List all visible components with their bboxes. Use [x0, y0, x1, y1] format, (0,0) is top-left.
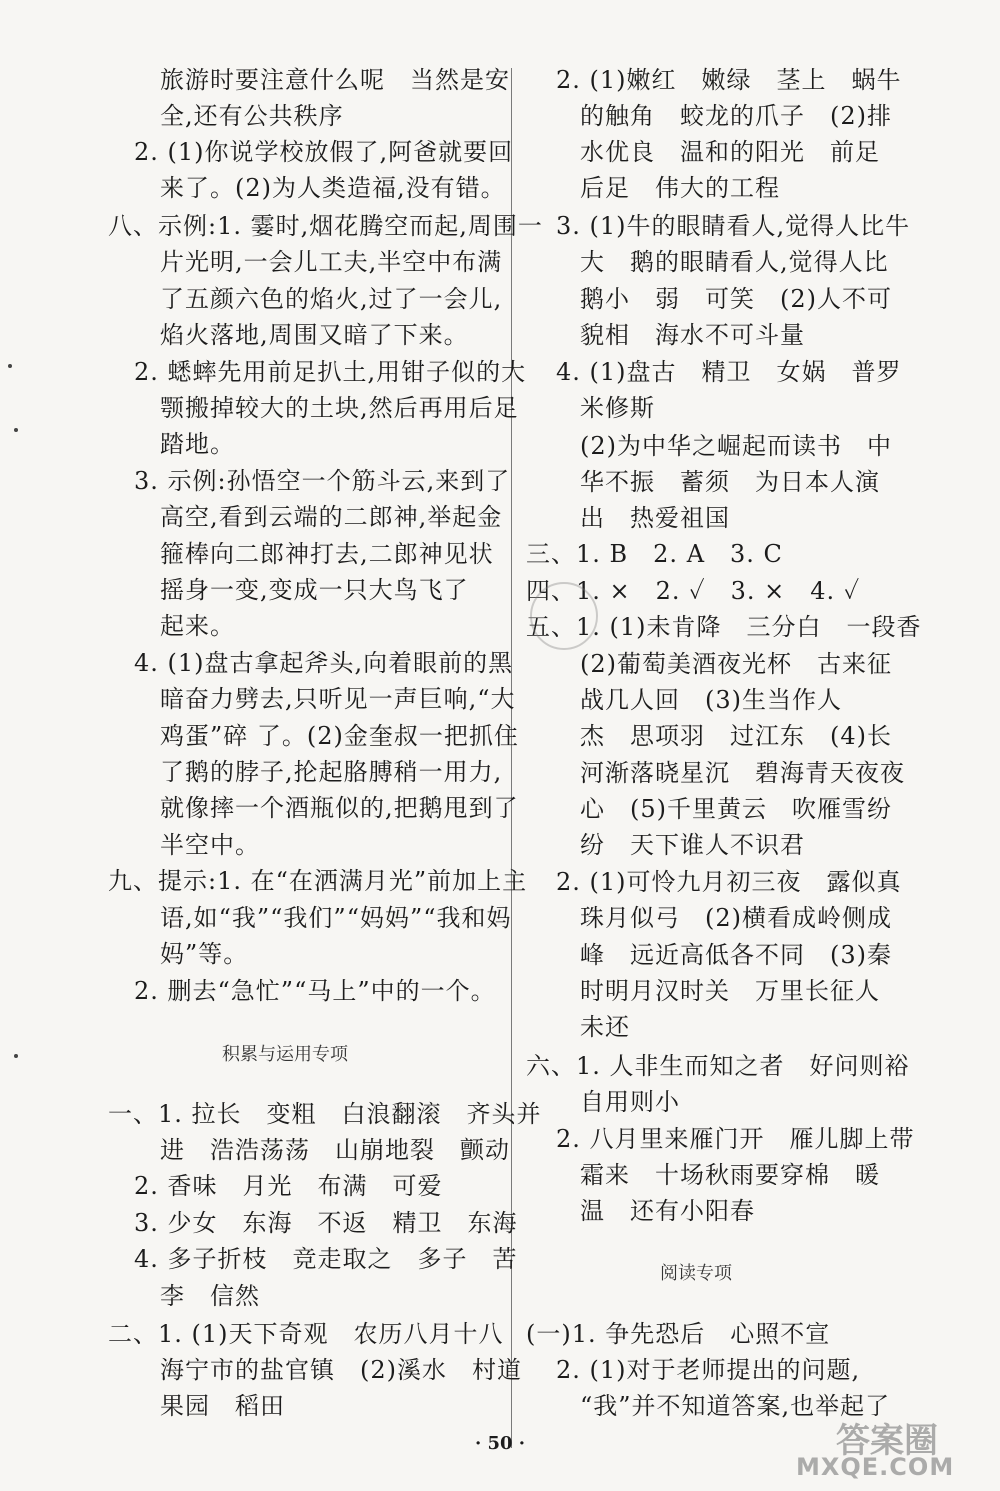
section-heading: 阅读专项 [660, 1263, 732, 1284]
text-line: 温 还有小阳春 [580, 1197, 755, 1225]
text-line: 3. 少女 东海 不返 精卫 东海 [134, 1209, 518, 1237]
text-line: 进 浩浩荡荡 山崩地裂 颤动 [160, 1136, 510, 1164]
text-line: 自用则小 [580, 1088, 680, 1116]
text-line: 来了。(2)为人类造福,没有错。 [160, 174, 506, 202]
text-line: 语,如“我”“我们”“妈妈”“我和妈 [160, 904, 512, 932]
text-line: 箍棒向二郎神打去,二郎神见状 [160, 540, 494, 568]
text-line: 就像摔一个酒瓶似的,把鹅甩到了 [160, 794, 519, 822]
text-line: 鹅小 弱 可笑 (2)人不可 [580, 285, 892, 313]
text-line: 珠月似弓 (2)横看成岭侧成 [580, 904, 892, 932]
text-line: 妈”等。 [160, 940, 249, 968]
text-line: 二、1. (1)天下奇观 农历八月十八 [108, 1320, 504, 1348]
text-line: 杰 思项羽 过江东 (4)长 [580, 722, 892, 750]
section-heading: 积累与运用专项 [222, 1044, 348, 1065]
text-line: (2)葡萄美酒夜光杯 古来征 [580, 650, 892, 678]
text-line: 高空,看到云端的二郎神,举起金 [160, 503, 503, 531]
text-line: 鸡蛋”碎 了。(2)金奎叔一把抓住 [160, 722, 519, 750]
text-line: “我”并不知道答案,也举起了 [580, 1392, 891, 1420]
text-line: 六、1. 人非生而知之者 好问则裕 [526, 1052, 910, 1080]
text-line: 未还 [580, 1013, 630, 1041]
text-line: 4. 多子折枝 竞走取之 多子 苦 [134, 1245, 518, 1273]
text-line: 2. 八月里来雁门开 雁儿脚上带 [556, 1125, 915, 1153]
text-line: 2. (1)嫩红 嫩绿 茎上 蜗牛 [556, 66, 902, 94]
text-line: 霜来 十场秋雨要穿棉 暖 [580, 1161, 880, 1189]
text-line: 3. 示例:孙悟空一个筋斗云,来到了 [134, 467, 511, 495]
text-line: 2. (1)对于老师提出的问题, [556, 1356, 861, 1384]
text-line: 战几人回 (3)生当作人 [580, 686, 842, 714]
text-line: 大 鹅的眼睛看人,觉得人比 [580, 248, 889, 276]
site-watermark-logo [796, 1413, 986, 1479]
text-line: 华不振 蓄须 为日本人演 [580, 468, 880, 496]
text-line: 全,还有公共秩序 [160, 102, 344, 130]
text-line: 心 (5)千里黄云 吹雁雪纷 [580, 795, 892, 823]
scan-speck [8, 364, 12, 368]
text-line: 九、提示:1. 在“在洒满月光”前加上主 [108, 867, 528, 895]
text-line: 片光明,一会儿工夫,半空中布满 [160, 248, 503, 276]
scan-speck [14, 428, 18, 432]
text-line: 三、1. B 2. A 3. C [526, 540, 783, 568]
text-line: 2. (1)你说学校放假了,阿爸就要回 [134, 138, 514, 166]
text-line: 一、1. 拉长 变粗 白浪翻滚 齐头并 [108, 1100, 542, 1128]
text-line: 李 信然 [160, 1282, 260, 1310]
text-line: 后足 伟大的工程 [580, 174, 780, 202]
text-line: 暗奋力劈去,只听见一声巨响,“大 [160, 685, 516, 713]
text-line: 4. (1)盘古 精卫 女娲 普罗 [556, 358, 902, 386]
text-line: 水优良 温和的阳光 前足 [580, 138, 880, 166]
text-line: 五、1. (1)未肯降 三分白 一段香 [526, 613, 922, 641]
text-line: 八、示例:1. 霎时,烟花腾空而起,周围一 [108, 212, 543, 240]
text-line: 颚搬掉较大的土块,然后再用后足 [160, 394, 519, 422]
text-line: (一)1. 争先恐后 心照不宣 [526, 1320, 831, 1348]
text-line: 起来。 [160, 612, 235, 640]
text-line: 4. (1)盘古拿起斧头,向着眼前的黑 [134, 649, 514, 677]
watermark-title: 答案圈 [836, 1421, 938, 1461]
text-line: 河渐落晓星沉 碧海青天夜夜 [580, 759, 905, 787]
text-line: 了鹅的脖子,抡起胳膊稍一用力, [160, 758, 503, 786]
text-line: 纷 天下谁人不识君 [580, 831, 805, 859]
page-number: · 50 · [474, 1433, 526, 1454]
text-line: 旅游时要注意什么呢 当然是安 [160, 66, 510, 94]
text-line: 摇身一变,变成一只大鸟飞了 [160, 576, 469, 604]
text-line: 3. (1)牛的眼睛看人,觉得人比牛 [556, 212, 911, 240]
watermark-url: MXQE.COM [796, 1453, 955, 1481]
text-line: 2. 蟋蟀先用前足扒土,用钳子似的大 [134, 358, 527, 386]
text-line: 果园 稻田 [160, 1392, 285, 1420]
text-line: 半空中。 [160, 831, 260, 859]
text-line: 了五颜六色的焰火,过了一会儿, [160, 285, 503, 313]
faint-stamp-mark [530, 582, 598, 650]
scan-speck [14, 1054, 18, 1058]
text-line: 时明月汉时关 万里长征人 [580, 977, 880, 1005]
text-line: (2)为中华之崛起而读书 中 [580, 432, 892, 460]
text-line: 踏地。 [160, 430, 235, 458]
text-line: 2. 香味 月光 布满 可爱 [134, 1172, 443, 1200]
text-line: 2. (1)可怜九月初三夜 露似真 [556, 868, 902, 896]
text-line: 米修斯 [580, 394, 655, 422]
text-line: 峰 远近高低各不同 (3)秦 [580, 941, 892, 969]
text-line: 焰火落地,周围又暗了下来。 [160, 321, 469, 349]
text-line: 貌相 海水不可斗量 [580, 321, 805, 349]
text-line: 的触角 蛟龙的爪子 (2)排 [580, 102, 892, 130]
text-line: 2. 删去“急忙”“马上”中的一个。 [134, 977, 496, 1005]
text-line: 出 热爱祖国 [580, 504, 730, 532]
text-line: 四、1. × 2. ✓ 3. × 4. ✓ [526, 577, 861, 605]
text-line: 海宁市的盐官镇 (2)溪水 村道 [160, 1356, 522, 1384]
